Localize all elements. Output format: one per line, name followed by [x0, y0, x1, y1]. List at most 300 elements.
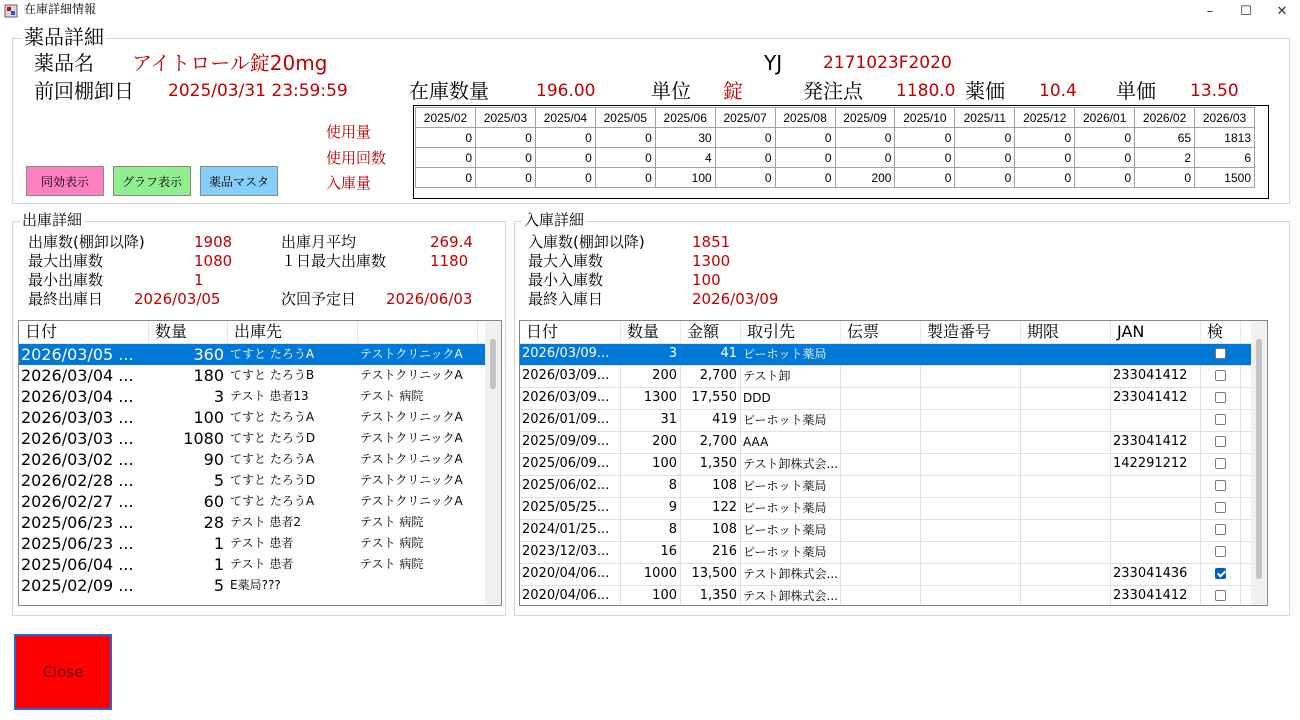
in-list-header — [520, 321, 1267, 344]
out-col-dest[interactable]: 出庫先 — [228, 321, 358, 343]
out-row[interactable] — [19, 533, 501, 554]
out-row[interactable] — [19, 428, 501, 449]
monthly-cell: 200 — [835, 168, 895, 188]
inspect-checkbox[interactable] — [1215, 546, 1226, 557]
price-value: 10.4 — [1039, 81, 1077, 101]
in-cell-lot — [921, 344, 1021, 365]
usage-count-label: 使用回数 — [326, 149, 387, 167]
out-list[interactable] — [18, 320, 502, 606]
yj-label: YJ — [764, 51, 783, 75]
order-point-label: 発注点 — [803, 79, 863, 103]
in-cell-slip — [841, 498, 921, 519]
out-cell-date: 2025/06/04 ... — [21, 555, 134, 574]
in-cell-expiry — [1021, 498, 1111, 519]
out-cell-qty: 3 — [213, 387, 224, 406]
in-cell-supplier: ピーホット薬局 — [741, 476, 841, 497]
in-row[interactable] — [520, 498, 1267, 520]
in-cell-supplier: ピーホット薬局 — [741, 520, 841, 541]
in-cell-lot — [921, 586, 1021, 606]
inspect-checkbox[interactable] — [1215, 392, 1226, 403]
in-cell-check — [1201, 454, 1241, 475]
in-cell-jan: 233041436 — [1111, 564, 1201, 585]
out-cell-qty: 180 — [193, 366, 224, 385]
in-cell-amount: 216 — [681, 542, 741, 563]
month-header-cell: 2025/03 — [476, 108, 536, 128]
minimize-icon[interactable]: – — [1206, 3, 1214, 19]
monthly-cell: 0 — [1015, 148, 1075, 168]
in-cell-qty: 200 — [621, 432, 681, 453]
out-cell-date: 2026/03/05 ... — [21, 345, 134, 364]
in-cell-qty: 3 — [621, 344, 681, 365]
in-cell-check — [1201, 520, 1241, 541]
in-cell-qty: 1000 — [621, 564, 681, 585]
in-cell-supplier: DDD — [741, 388, 841, 409]
in-cell-supplier: テスト卸株式会... — [741, 586, 841, 606]
in-cell-slip — [841, 366, 921, 387]
in-cell-qty: 8 — [621, 520, 681, 541]
out-cell-dest: テスト 患者 — [230, 536, 294, 550]
monthly-row — [416, 168, 1255, 188]
inspect-checkbox[interactable] — [1215, 502, 1226, 513]
out-cell-dest: テスト 患者13 — [230, 389, 309, 403]
in-cell-slip — [841, 432, 921, 453]
in-cell-qty: 8 — [621, 476, 681, 497]
in-cell-amount: 2,700 — [681, 366, 741, 387]
in-cell-jan: 142291212 — [1111, 454, 1201, 475]
out-cell-qty: 100 — [193, 408, 224, 427]
in-max-label: 最大入庫数 — [528, 252, 604, 270]
inspect-checkbox[interactable] — [1215, 458, 1226, 469]
monthly-cell: 2 — [1135, 148, 1195, 168]
out-day-max-value: 1180 — [430, 252, 469, 270]
close-button[interactable]: Close — [14, 634, 112, 710]
out-row[interactable] — [19, 344, 501, 365]
inspect-checkbox[interactable] — [1215, 348, 1226, 359]
stock-label: 在庫数量 — [409, 79, 489, 103]
in-cell-expiry — [1021, 564, 1111, 585]
out-day-max-label: １日最大出庫数 — [281, 252, 387, 270]
out-col-date[interactable]: 日付 — [19, 321, 149, 343]
out-next-value: 2026/06/03 — [386, 290, 473, 308]
in-col-qty[interactable]: 数量 — [621, 321, 681, 343]
monthly-cell: 0 — [775, 168, 835, 188]
in-cell-supplier: ピーホット薬局 — [741, 344, 841, 365]
monthly-table-frame — [413, 105, 1269, 199]
window-title: 在庫詳細情報 — [24, 2, 97, 16]
inspect-checkbox[interactable] — [1215, 524, 1226, 535]
out-detail-legend: 出庫詳細 — [22, 211, 83, 229]
out-cell-facility: テストクリニックA — [360, 452, 463, 466]
in-row[interactable] — [520, 454, 1267, 476]
monthly-cell: 0 — [476, 148, 536, 168]
monthly-cell: 0 — [895, 128, 955, 148]
out-row[interactable] — [19, 407, 501, 428]
in-cell-lot — [921, 520, 1021, 541]
in-cell-lot — [921, 564, 1021, 585]
in-cell-slip — [841, 542, 921, 563]
in-cell-slip — [841, 344, 921, 365]
in-cell-date: 2026/03/09... — [520, 366, 621, 387]
in-cell-jan — [1111, 410, 1201, 431]
monthly-cell: 65 — [1135, 128, 1195, 148]
monthly-cell: 0 — [895, 168, 955, 188]
in-cell-check — [1201, 432, 1241, 453]
out-cell-qty: 1080 — [183, 429, 224, 448]
in-row[interactable] — [520, 344, 1267, 366]
monthly-cell: 1500 — [1195, 168, 1255, 188]
month-header-cell: 2025/05 — [595, 108, 655, 128]
in-count-value: 1851 — [692, 233, 731, 251]
month-header-cell: 2025/07 — [715, 108, 775, 128]
price-label: 薬価 — [965, 79, 1005, 103]
in-cell-supplier: テスト卸 — [741, 366, 841, 387]
out-cell-dest: てすと たろうA — [230, 410, 315, 424]
in-cell-qty: 9 — [621, 498, 681, 519]
in-cell-expiry — [1021, 432, 1111, 453]
in-cell-expiry — [1021, 476, 1111, 497]
in-cell-qty: 1300 — [621, 388, 681, 409]
in-cell-lot — [921, 542, 1021, 563]
in-cell-expiry — [1021, 366, 1111, 387]
yj-code: 2171023F2020 — [823, 53, 952, 73]
stock-value: 196.00 — [536, 81, 596, 101]
out-cell-qty: 5 — [213, 471, 224, 490]
in-cell-date: 2025/06/02... — [520, 476, 621, 497]
out-row[interactable] — [19, 365, 501, 386]
month-header-cell: 2025/04 — [535, 108, 595, 128]
out-count-label: 出庫数(棚卸以降) — [28, 233, 145, 251]
in-cell-expiry — [1021, 454, 1111, 475]
in-cell-jan — [1111, 476, 1201, 497]
out-cell-date: 2025/02/09 ... — [21, 576, 134, 595]
maximize-icon[interactable]: ☐ — [1240, 3, 1252, 19]
monthly-cell: 0 — [595, 148, 655, 168]
monthly-cell: 0 — [416, 168, 476, 188]
out-cell-date: 2026/03/04 ... — [21, 387, 134, 406]
out-cell-qty: 60 — [203, 492, 224, 511]
out-cell-facility: テスト 病院 — [360, 515, 424, 529]
month-header-cell: 2025/06 — [655, 108, 715, 128]
in-cell-date: 2026/03/09... — [520, 388, 621, 409]
out-max-value: 1080 — [194, 252, 233, 270]
out-next-label: 次回予定日 — [281, 290, 357, 308]
out-cell-date: 2026/03/03 ... — [21, 429, 134, 448]
monthly-row — [416, 128, 1255, 148]
in-row[interactable] — [520, 366, 1267, 388]
monthly-cell: 0 — [1135, 168, 1195, 188]
in-cell-lot — [921, 454, 1021, 475]
monthly-cell: 0 — [715, 128, 775, 148]
unit-value: 錠 — [723, 79, 743, 103]
out-cell-facility: テストクリニックA — [360, 431, 463, 445]
in-cell-jan — [1111, 498, 1201, 519]
in-cell-date: 2025/05/25... — [520, 498, 621, 519]
in-cell-check — [1201, 366, 1241, 387]
title-bar — [0, 0, 1300, 22]
month-header-cell: 2025/11 — [955, 108, 1015, 128]
monthly-table — [415, 107, 1255, 188]
out-list-body — [19, 344, 501, 596]
close-window-icon[interactable]: ✕ — [1276, 3, 1288, 19]
out-cell-dest: テスト 患者2 — [230, 515, 301, 529]
in-max-value: 1300 — [692, 252, 731, 270]
monthly-cell: 0 — [476, 128, 536, 148]
out-cell-facility: テスト 病院 — [360, 389, 424, 403]
in-cell-amount: 13,500 — [681, 564, 741, 585]
in-list[interactable] — [519, 320, 1268, 606]
in-cell-expiry — [1021, 344, 1111, 365]
in-col-check[interactable]: 検 — [1201, 321, 1241, 343]
out-cell-dest: てすと たろうA — [230, 452, 315, 466]
inspect-checkbox[interactable] — [1215, 480, 1226, 491]
in-cell-lot — [921, 388, 1021, 409]
in-cell-qty: 31 — [621, 410, 681, 431]
in-cell-jan — [1111, 344, 1201, 365]
monthly-cell: 0 — [955, 168, 1015, 188]
in-row[interactable] — [520, 542, 1267, 564]
out-cell-date: 2026/02/27 ... — [21, 492, 134, 511]
out-row[interactable] — [19, 470, 501, 491]
out-cell-facility: テスト 病院 — [360, 557, 424, 571]
monthly-cell: 4 — [655, 148, 715, 168]
out-last-value: 2026/03/05 — [134, 290, 221, 308]
out-cell-facility: テスト 病院 — [360, 536, 424, 550]
in-cell-supplier: ピーホット薬局 — [741, 410, 841, 431]
out-cell-qty: 1 — [213, 534, 224, 553]
last-stocktake-value: 2025/03/31 23:59:59 — [168, 81, 348, 101]
in-cell-date: 2020/04/06... — [520, 564, 621, 585]
drug-name-value: アイトロール錠20mg — [132, 51, 328, 75]
in-cell-date: 2023/12/03... — [520, 542, 621, 563]
in-row[interactable] — [520, 564, 1267, 586]
in-cell-check — [1201, 542, 1241, 563]
month-header-cell: 2026/01 — [1075, 108, 1135, 128]
in-cell-amount: 122 — [681, 498, 741, 519]
out-row[interactable] — [19, 512, 501, 533]
in-cell-jan: 233041412 — [1111, 388, 1201, 409]
in-col-slip[interactable]: 伝票 — [841, 321, 921, 343]
in-cell-slip — [841, 564, 921, 585]
in-last-label: 最終入庫日 — [528, 290, 604, 308]
out-list-scroll-thumb[interactable] — [490, 339, 496, 389]
in-cell-supplier: AAA — [741, 432, 841, 453]
unit-price-value: 13.50 — [1190, 81, 1239, 101]
in-cell-expiry — [1021, 586, 1111, 606]
out-cell-dest: てすと たろうA — [230, 347, 315, 361]
in-detail-legend: 入庫詳細 — [524, 211, 585, 229]
in-count-label: 入庫数(棚卸以降) — [528, 233, 645, 251]
in-cell-jan: 233041412 — [1111, 586, 1201, 606]
monthly-cell: 0 — [535, 128, 595, 148]
in-cell-date: 2026/01/09... — [520, 410, 621, 431]
in-row[interactable] — [520, 432, 1267, 454]
in-last-value: 2026/03/09 — [692, 290, 779, 308]
monthly-cell: 0 — [1075, 168, 1135, 188]
in-cell-amount: 17,550 — [681, 388, 741, 409]
inspect-checkbox[interactable] — [1215, 568, 1226, 579]
in-cell-jan: 233041412 — [1111, 432, 1201, 453]
in-cell-supplier: テスト卸株式会... — [741, 564, 841, 585]
monthly-row — [416, 148, 1255, 168]
monthly-cell: 0 — [895, 148, 955, 168]
in-cell-check — [1201, 476, 1241, 497]
out-col-qty[interactable]: 数量 — [149, 321, 228, 343]
in-cell-date: 2025/09/09... — [520, 432, 621, 453]
in-cell-slip — [841, 586, 921, 606]
out-list-scrollbar[interactable] — [485, 321, 501, 605]
in-cell-slip — [841, 388, 921, 409]
in-cell-lot — [921, 432, 1021, 453]
monthly-cell: 0 — [1015, 168, 1075, 188]
out-avg-value: 269.4 — [430, 233, 473, 251]
in-col-supplier[interactable]: 取引先 — [741, 321, 841, 343]
monthly-cell: 30 — [655, 128, 715, 148]
in-row[interactable] — [520, 388, 1267, 410]
month-header-cell: 2025/12 — [1015, 108, 1075, 128]
out-count-value: 1908 — [194, 233, 233, 251]
graph-button[interactable]: グラフ表示 — [113, 166, 191, 196]
in-cell-amount: 108 — [681, 476, 741, 497]
in-cell-date: 2024/01/25... — [520, 520, 621, 541]
same-effect-button[interactable]: 同効表示 — [26, 166, 104, 196]
in-row[interactable] — [520, 586, 1267, 606]
out-row[interactable] — [19, 575, 501, 596]
in-row[interactable] — [520, 476, 1267, 498]
in-row[interactable] — [520, 520, 1267, 542]
in-row[interactable] — [520, 410, 1267, 432]
in-cell-supplier: ピーホット薬局 — [741, 498, 841, 519]
out-cell-qty: 5 — [213, 576, 224, 595]
window-controls — [1192, 0, 1300, 22]
unit-label: 単位 — [651, 79, 691, 103]
monthly-cell: 0 — [416, 148, 476, 168]
in-cell-check — [1201, 410, 1241, 431]
in-cell-date: 2020/04/06... — [520, 586, 621, 606]
inspect-checkbox[interactable] — [1215, 590, 1226, 601]
out-list-header — [19, 321, 501, 344]
out-cell-facility: テストクリニックA — [360, 410, 463, 424]
out-cell-qty: 1 — [213, 555, 224, 574]
out-row[interactable] — [19, 386, 501, 407]
out-row[interactable] — [19, 491, 501, 512]
monthly-cell: 0 — [955, 128, 1015, 148]
monthly-cell: 0 — [416, 128, 476, 148]
out-col-facility[interactable] — [358, 321, 478, 343]
out-cell-dest: E薬局??? — [230, 578, 281, 592]
inspect-checkbox[interactable] — [1215, 370, 1226, 381]
in-cell-expiry — [1021, 520, 1111, 541]
out-row[interactable] — [19, 554, 501, 575]
monthly-cell: 0 — [835, 128, 895, 148]
inspect-checkbox[interactable] — [1215, 414, 1226, 425]
month-header-cell: 2025/02 — [416, 108, 476, 128]
in-cell-jan — [1111, 542, 1201, 563]
monthly-cell: 6 — [1195, 148, 1255, 168]
in-cell-amount: 2,700 — [681, 432, 741, 453]
in-cell-check — [1201, 564, 1241, 585]
out-avg-label: 出庫月平均 — [281, 233, 357, 251]
monthly-cell: 0 — [1075, 148, 1135, 168]
in-cell-supplier: ピーホット薬局 — [741, 542, 841, 563]
monthly-cell: 0 — [535, 168, 595, 188]
in-col-expiry[interactable]: 期限 — [1021, 321, 1111, 343]
monthly-cell: 0 — [715, 148, 775, 168]
in-cell-qty: 200 — [621, 366, 681, 387]
out-cell-date: 2026/03/03 ... — [21, 408, 134, 427]
in-cell-lot — [921, 366, 1021, 387]
in-min-label: 最小入庫数 — [528, 271, 604, 289]
in-col-amount[interactable]: 金額 — [681, 321, 741, 343]
out-cell-facility: テストクリニックA — [360, 494, 463, 508]
out-cell-facility: テストクリニックA — [360, 368, 463, 382]
in-cell-slip — [841, 454, 921, 475]
out-cell-qty: 28 — [203, 513, 224, 532]
in-cell-lot — [921, 476, 1021, 497]
in-col-lot[interactable]: 製造番号 — [921, 321, 1021, 343]
out-cell-dest: てすと たろうB — [230, 368, 315, 382]
monthly-cell: 0 — [955, 148, 1015, 168]
out-max-label: 最大出庫数 — [28, 252, 104, 270]
monthly-cell: 100 — [655, 168, 715, 188]
in-cell-amount: 1,350 — [681, 586, 741, 606]
out-min-value: 1 — [194, 271, 204, 289]
unit-price-label: 単価 — [1116, 79, 1156, 103]
drug-master-button[interactable]: 薬品マスタ — [200, 166, 278, 196]
order-point-value: 1180.0 — [896, 81, 956, 101]
in-list-scroll-thumb[interactable] — [1256, 339, 1262, 579]
monthly-cell: 0 — [595, 128, 655, 148]
in-cell-qty: 100 — [621, 454, 681, 475]
in-cell-qty: 16 — [621, 542, 681, 563]
in-cell-jan: 233041412 — [1111, 366, 1201, 387]
out-cell-dest: てすと たろうA — [230, 494, 315, 508]
in-cell-expiry — [1021, 410, 1111, 431]
last-stocktake-label: 前回棚卸日 — [34, 79, 134, 103]
monthly-cell: 1813 — [1195, 128, 1255, 148]
monthly-cell: 0 — [775, 148, 835, 168]
out-row[interactable] — [19, 449, 501, 470]
in-cell-lot — [921, 410, 1021, 431]
in-list-scrollbar[interactable] — [1251, 321, 1267, 605]
out-cell-date: 2026/03/04 ... — [21, 366, 134, 385]
monthly-header-row — [416, 108, 1255, 128]
drug-name-label: 薬品名 — [34, 51, 94, 75]
in-cell-expiry — [1021, 388, 1111, 409]
in-cell-check — [1201, 344, 1241, 365]
usage-label: 使用量 — [326, 123, 372, 141]
month-header-cell: 2025/08 — [775, 108, 835, 128]
in-cell-check — [1201, 586, 1241, 606]
in-cell-amount: 41 — [681, 344, 741, 365]
in-cell-date: 2026/03/09... — [520, 344, 621, 365]
in-cell-supplier: テスト卸株式会... — [741, 454, 841, 475]
in-cell-jan — [1111, 520, 1201, 541]
out-cell-dest: てすと たろうD — [230, 473, 316, 487]
monthly-cell: 0 — [1075, 128, 1135, 148]
in-cell-amount: 108 — [681, 520, 741, 541]
receipt-qty-label: 入庫量 — [326, 174, 372, 192]
out-cell-dest: テスト 患者 — [230, 557, 294, 571]
in-col-date[interactable]: 日付 — [520, 321, 621, 343]
in-cell-amount: 1,350 — [681, 454, 741, 475]
monthly-cell: 0 — [595, 168, 655, 188]
inspect-checkbox[interactable] — [1215, 436, 1226, 447]
out-cell-date: 2026/03/02 ... — [21, 450, 134, 469]
in-col-jan[interactable]: JAN — [1111, 321, 1201, 343]
in-cell-expiry — [1021, 542, 1111, 563]
out-cell-dest: てすと たろうD — [230, 431, 316, 445]
in-cell-check — [1201, 388, 1241, 409]
